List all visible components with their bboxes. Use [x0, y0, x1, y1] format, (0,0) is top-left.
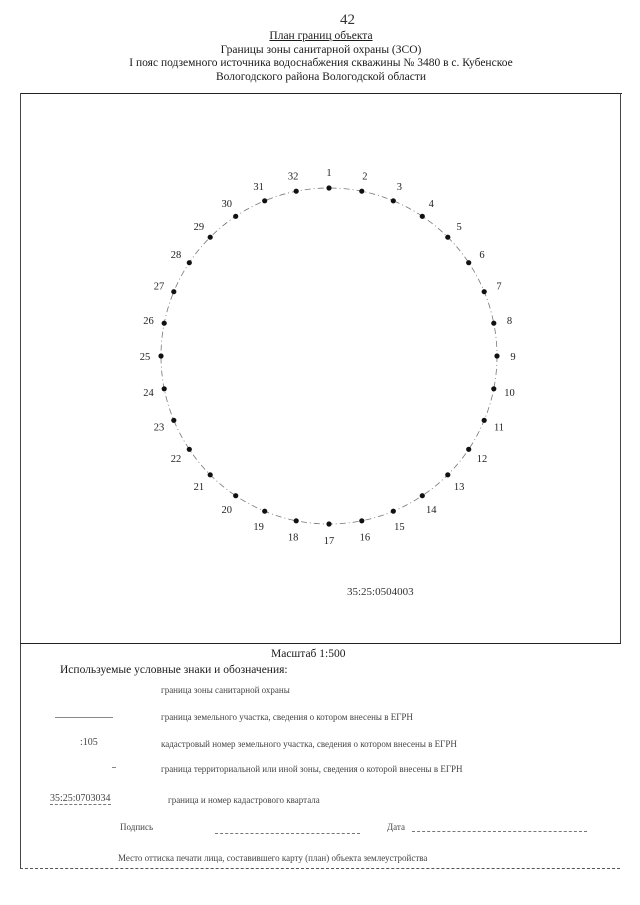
- legend-text-parcel-boundary: граница земельного участка, сведения о котором внесены в ЕГРН: [161, 712, 413, 722]
- boundary-point-label-29: 29: [193, 221, 205, 233]
- boundary-point-4: [420, 214, 425, 219]
- boundary-point-label-19: 19: [253, 522, 264, 533]
- boundary-point-label-18: 18: [287, 532, 299, 544]
- boundary-point-label-9: 9: [510, 352, 516, 363]
- boundary-point-label-4: 4: [428, 199, 434, 210]
- scale-label: Масштаб 1:500: [271, 648, 346, 660]
- boundary-point-label-25: 25: [139, 352, 151, 363]
- boundary-point-12: [466, 447, 471, 452]
- title-line-2: Границы зоны санитарной охраны (ЗСО): [220, 43, 422, 56]
- boundary-point-22: [187, 447, 192, 452]
- boundary-point-label-10: 10: [504, 387, 515, 399]
- boundary-point-5: [445, 235, 450, 240]
- legend-text-zone-boundary: граница территориальной или иной зоны, сведения о которой внесены в ЕГРН: [161, 764, 463, 774]
- boundary-point-7: [482, 289, 487, 294]
- boundary-point-20: [233, 493, 238, 498]
- legend-symbol-quarter: 35:25:0703034: [50, 793, 111, 804]
- boundary-point-6: [466, 260, 471, 265]
- boundary-point-21: [208, 472, 213, 477]
- boundary-point-label-24: 24: [143, 387, 154, 399]
- boundary-point-19: [262, 509, 267, 514]
- boundary-point-26: [162, 321, 167, 326]
- legend-text-cadnum: кадастровый номер земельного участка, сведения о котором внесены в ЕГРН: [161, 739, 457, 749]
- boundary-point-label-21: 21: [193, 482, 205, 494]
- boundary-point-1: [326, 185, 331, 190]
- boundary-point-label-8: 8: [506, 316, 513, 328]
- boundary-point-8: [491, 321, 496, 326]
- boundary-point-29: [208, 235, 213, 240]
- boundary-point-2: [359, 189, 364, 194]
- signature-line: [215, 833, 360, 834]
- legend-title: Используемые условные знаки и обозначения:: [60, 664, 288, 676]
- legend-symbol-cadnum: :105: [80, 737, 98, 748]
- boundary-point-label-13: 13: [453, 482, 465, 494]
- boundary-point-28: [187, 260, 192, 265]
- title-line-1: План границ объекта: [269, 30, 373, 42]
- boundary-point-label-23: 23: [153, 422, 165, 434]
- boundary-point-label-27: 27: [153, 281, 165, 293]
- boundary-point-label-16: 16: [359, 532, 371, 544]
- boundary-point-label-2: 2: [362, 171, 368, 183]
- date-line: [412, 831, 587, 832]
- boundary-point-label-3: 3: [396, 182, 403, 193]
- signature-label: Подпись: [120, 822, 154, 832]
- boundary-point-label-28: 28: [170, 249, 182, 261]
- boundary-point-label-17: 17: [323, 536, 335, 547]
- boundary-point-label-15: 15: [394, 522, 405, 533]
- boundary-point-label-32: 32: [287, 171, 299, 183]
- boundary-point-label-14: 14: [425, 505, 437, 516]
- boundary-point-13: [445, 472, 450, 477]
- boundary-point-label-31: 31: [253, 182, 264, 193]
- boundary-point-25: [158, 353, 163, 358]
- boundary-point-label-26: 26: [143, 316, 154, 328]
- boundary-point-31: [262, 198, 267, 203]
- legend-text-szo-boundary: граница зоны санитарной охраны: [161, 685, 290, 695]
- boundary-point-14: [420, 493, 425, 498]
- boundary-point-32: [294, 189, 299, 194]
- boundary-point-3: [391, 198, 396, 203]
- page-number: 42: [340, 12, 355, 28]
- boundary-point-label-22: 22: [170, 454, 182, 466]
- title-line-3: I пояс подземного источника водоснабжения скважины № 3480 в с. Кубенское: [129, 57, 513, 69]
- boundary-point-11: [482, 418, 487, 423]
- boundary-point-15: [391, 509, 396, 514]
- boundary-point-label-5: 5: [456, 221, 462, 233]
- boundary-point-label-30: 30: [221, 199, 233, 210]
- boundary-point-10: [491, 386, 496, 391]
- boundary-point-23: [171, 418, 176, 423]
- boundary-point-24: [162, 386, 167, 391]
- stamp-place-note: Место оттиска печати лица, составившего карту (план) объекта землеустройства: [118, 853, 428, 863]
- boundary-point-9: [494, 353, 499, 358]
- cadastral-quarter-label: 35:25:0504003: [347, 586, 414, 598]
- boundary-point-27: [171, 289, 176, 294]
- boundary-point-16: [359, 518, 364, 523]
- legend-symbol-zone-boundary: [112, 767, 116, 768]
- boundary-point-label-11: 11: [493, 422, 505, 434]
- legend-symbol-parcel-boundary: [55, 717, 113, 718]
- boundary-point-30: [233, 214, 238, 219]
- boundary-point-17: [326, 521, 331, 526]
- date-label: Дата: [387, 822, 405, 832]
- boundary-point-label-6: 6: [479, 249, 485, 261]
- title-line-4: Вологодского района Вологодской области: [215, 70, 427, 83]
- legend-text-quarter: граница и номер кадастрового квартала: [168, 795, 320, 805]
- boundary-point-label-7: 7: [496, 281, 502, 293]
- boundary-point-label-20: 20: [221, 505, 233, 516]
- boundary-point-18: [294, 518, 299, 523]
- boundary-points: [140, 168, 516, 547]
- boundary-point-label-12: 12: [476, 454, 488, 466]
- boundary-point-label-1: 1: [326, 168, 332, 179]
